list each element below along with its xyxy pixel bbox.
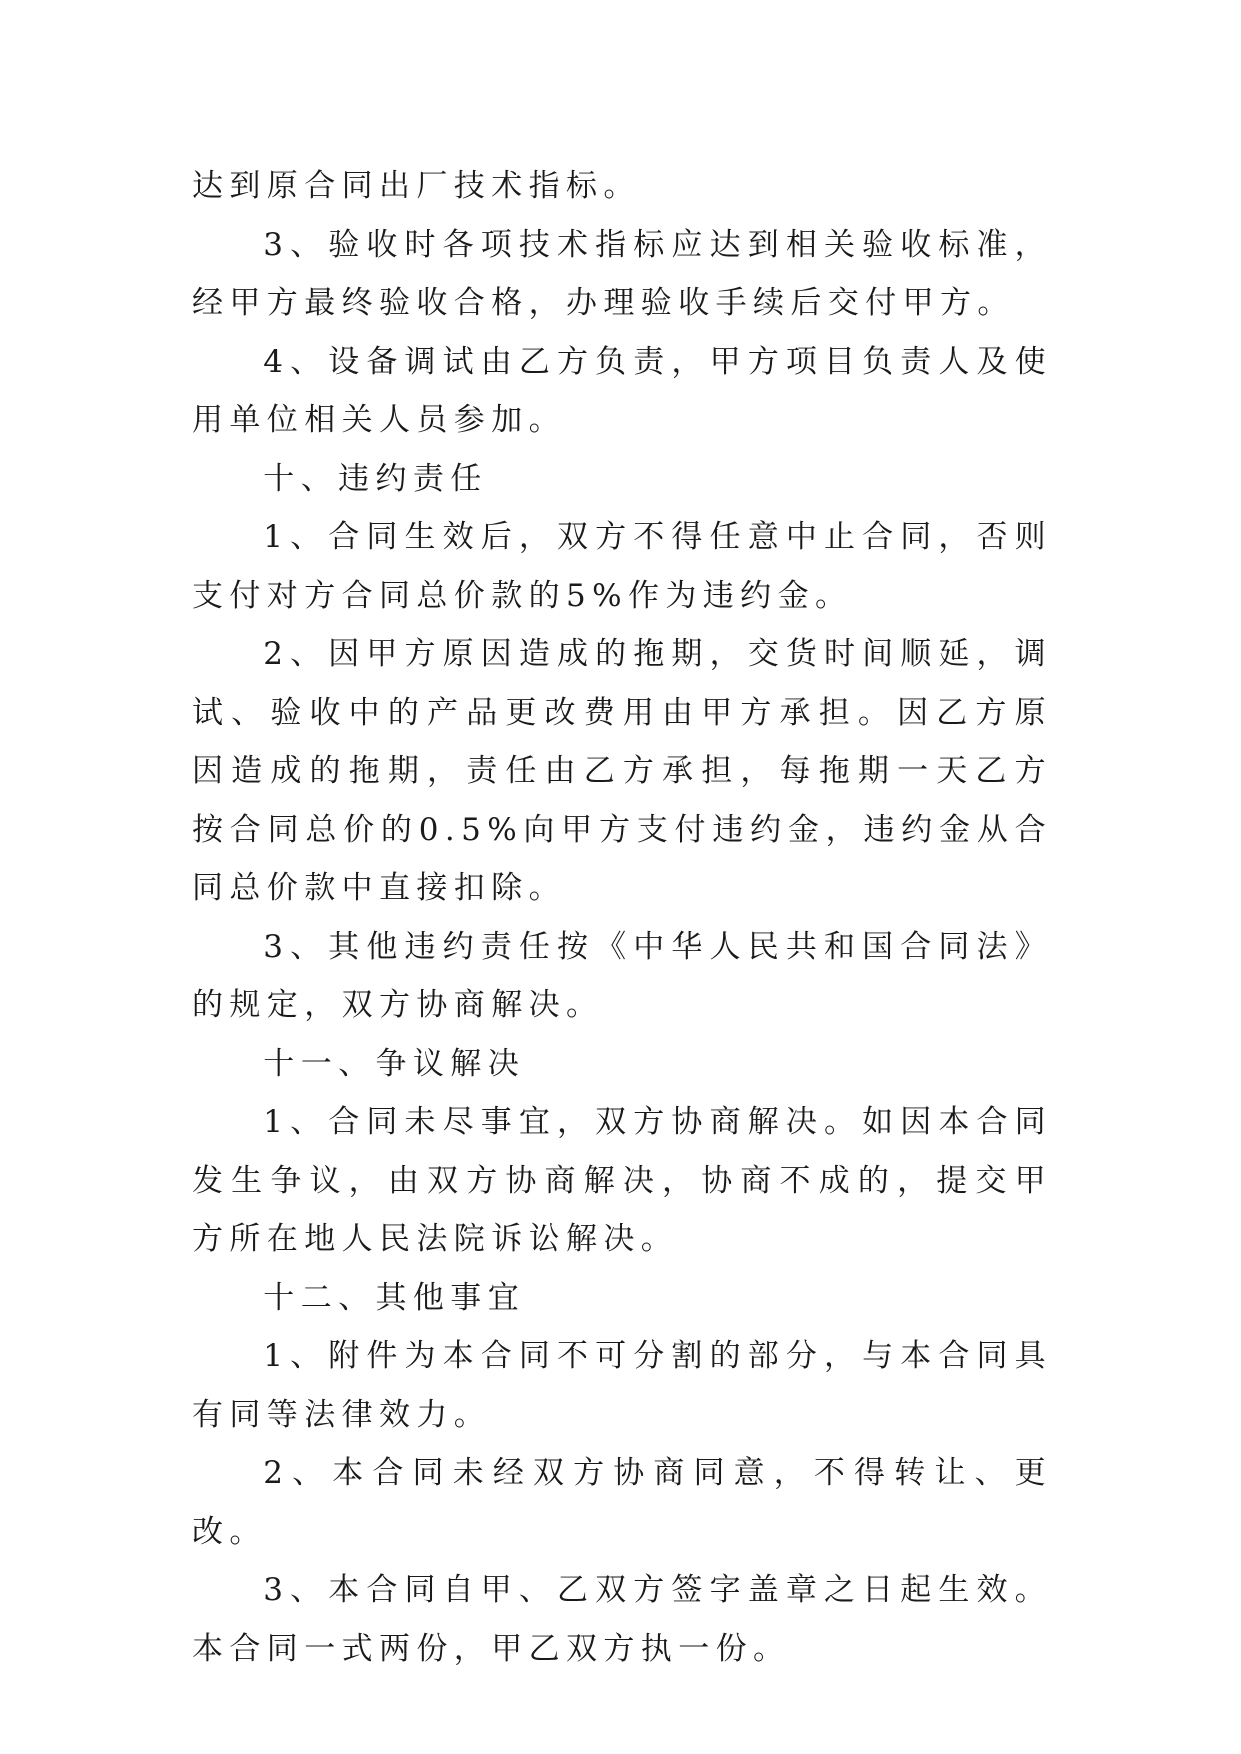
paragraph-no-transfer: 2、本合同未经双方协商同意，不得转让、更改。 <box>192 1455 1052 1550</box>
paragraph-acceptance-standards: 3、验收时各项技术指标应达到相关验收标准，经甲方最终验收合格，办理验收手续后交付甲方。 <box>192 226 1052 321</box>
paragraph-technical-indicators: 达到原合同出厂技术指标。 <box>192 168 641 204</box>
paragraph-dispute-resolution: 1、合同未尽事宜，双方协商解决。如因本合同发生争议，由双方协商解决，协商不成的，提交甲方所在地人民法院诉讼解决。 <box>192 1104 1052 1257</box>
document-page <box>192 157 1052 1678</box>
section-heading-breach-liability: 十、违约责任 <box>263 460 488 497</box>
paragraph-breach-other: 3、其他违约责任按《中华人民共和国合同法》的规定，双方协商解决。 <box>192 928 1052 1023</box>
paragraph-breach-termination: 1、合同生效后，双方不得任意中止合同，否则支付对方合同总价款的5%作为违约金。 <box>192 519 1052 614</box>
paragraph-breach-delay: 2、因甲方原因造成的拖期，交货时间顺延，调试、验收中的产品更改费用由甲方承担。因乙方原因造成的拖期，责任由乙方承担，每拖期一天乙方按合同总价的0.5%向甲方支付违约金，违约金从合同总价款中直接扣除。 <box>192 636 1052 906</box>
paragraph-effective-date: 3、本合同自甲、乙双方签字盖章之日起生效。本合同一式两份，甲乙双方执一份。 <box>192 1572 1052 1667</box>
paragraph-equipment-debugging: 4、设备调试由乙方负责，甲方项目负责人及使用单位相关人员参加。 <box>192 343 1052 438</box>
section-heading-other-matters: 十二、其他事宜 <box>263 1279 526 1316</box>
section-heading-dispute-resolution: 十一、争议解决 <box>263 1045 526 1082</box>
paragraph-attachments: 1、附件为本合同不可分割的部分，与本合同具有同等法律效力。 <box>192 1338 1052 1433</box>
